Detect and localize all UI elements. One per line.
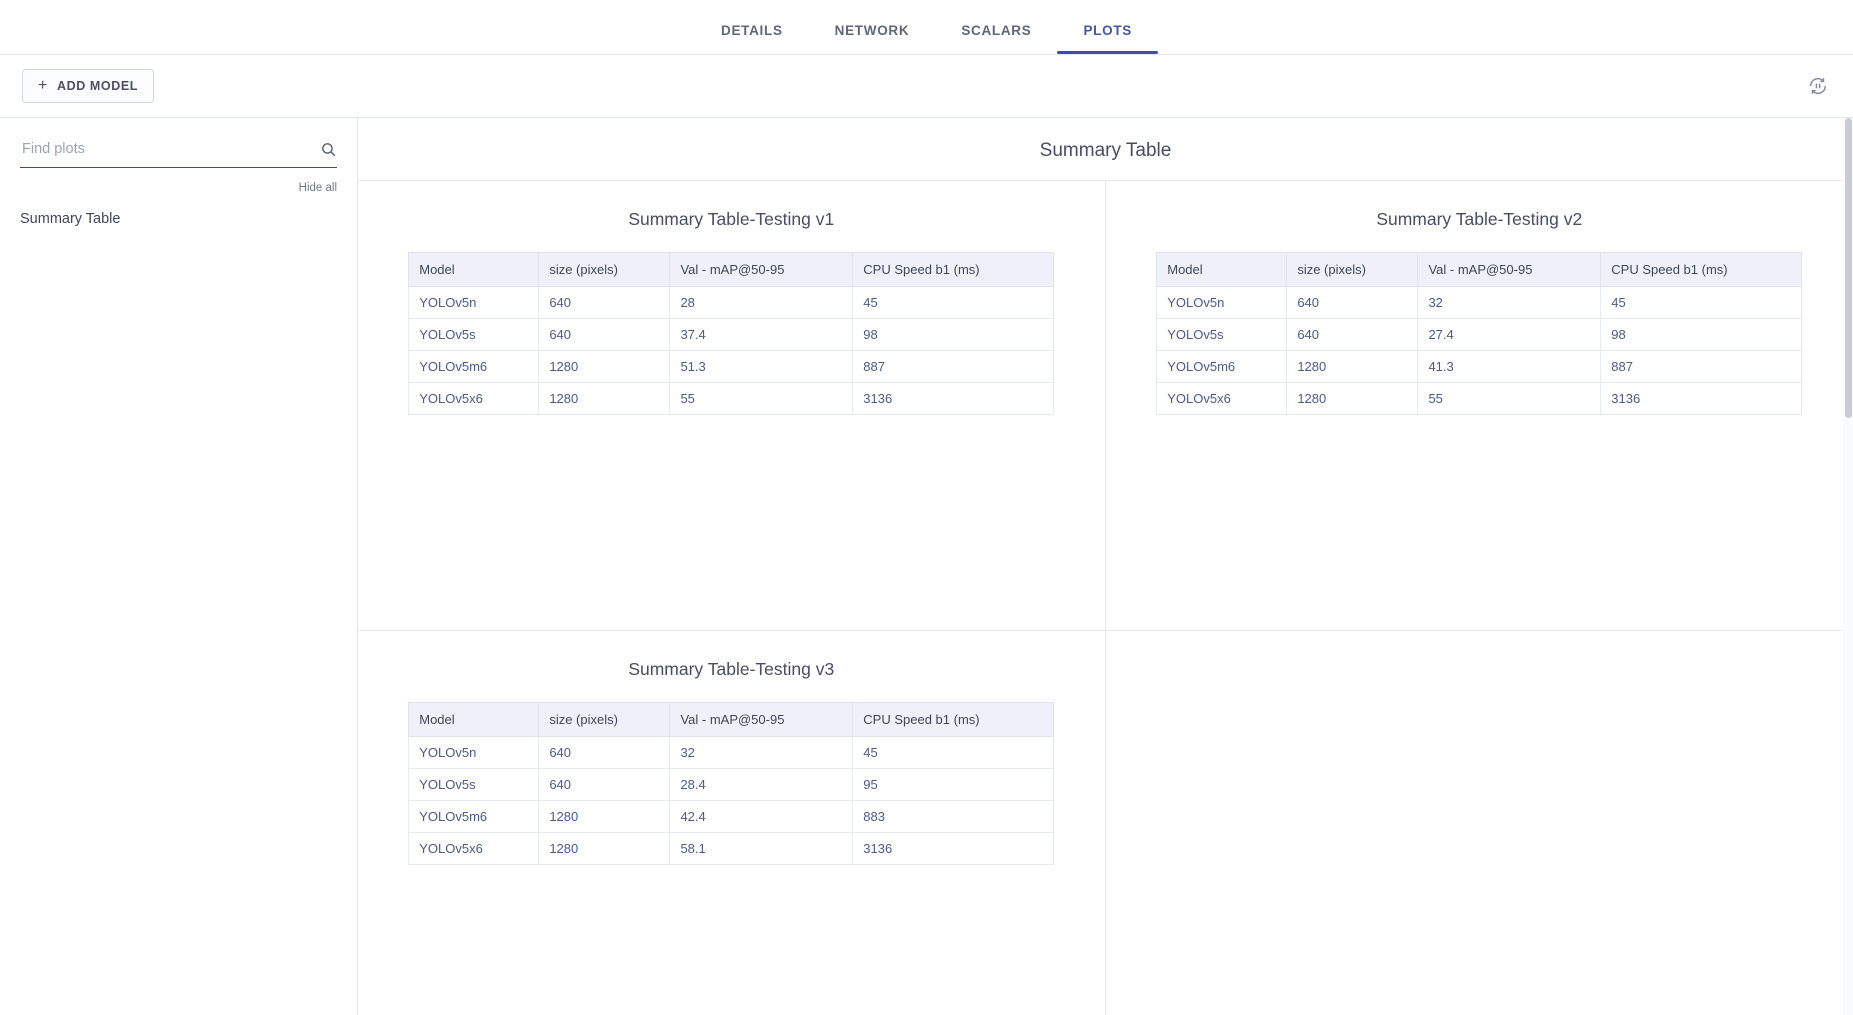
cell-cpu: 45 [1601,287,1802,319]
main-scrollbar[interactable] [1843,118,1853,1015]
cell-size: 640 [539,769,670,801]
cell-cpu: 45 [853,287,1054,319]
table-row [409,383,1054,415]
table-row [1157,319,1802,351]
cell-model: YOLOv5s [1157,319,1287,351]
col-size: size (pixels) [1287,253,1418,287]
col-model: Model [1157,253,1287,287]
table-row [1157,383,1802,415]
search-icon[interactable] [320,141,337,158]
cell-size: 1280 [539,383,670,415]
cell-val: 27.4 [1418,319,1601,351]
col-cpu-speed: CPU Speed b1 (ms) [1601,253,1802,287]
cell-val: 32 [1418,287,1601,319]
cell-size: 1280 [539,801,670,833]
plot-panel-empty [1106,631,1853,1015]
summary-table-v3 [408,702,1054,865]
cell-cpu: 883 [853,801,1054,833]
cell-val: 42.4 [670,801,853,833]
tab-scalars[interactable]: SCALARS [961,23,1032,38]
cell-val: 28 [670,287,853,319]
cell-cpu: 887 [853,351,1054,383]
cell-model: YOLOv5m6 [1157,351,1287,383]
table-header-row [409,253,1054,287]
col-val-map: Val - mAP@50-95 [1418,253,1601,287]
col-val-map: Val - mAP@50-95 [670,703,853,737]
col-val-map: Val - mAP@50-95 [670,253,853,287]
cell-val: 51.3 [670,351,853,383]
col-model: Model [409,703,539,737]
col-size: size (pixels) [539,703,670,737]
cell-cpu: 3136 [1601,383,1802,415]
cell-cpu: 3136 [853,833,1054,865]
iteration-toggle-icon[interactable] [1805,73,1831,99]
cell-val: 55 [670,383,853,415]
plots-grid [358,180,1853,1015]
cell-model: YOLOv5s [409,319,539,351]
table-row [409,351,1054,383]
table-row [409,319,1054,351]
plot-panel-v3 [358,631,1106,1015]
cell-cpu: 98 [1601,319,1802,351]
plots-main [358,118,1853,1015]
cell-size: 1280 [1287,383,1418,415]
cell-val: 55 [1418,383,1601,415]
cell-model: YOLOv5x6 [409,833,539,865]
col-cpu-speed: CPU Speed b1 (ms) [853,703,1054,737]
cell-size: 640 [539,287,670,319]
table-row [1157,351,1802,383]
add-model-label: ADD MODEL [56,79,139,93]
plots-sidebar [0,118,358,1015]
table-row [409,737,1054,769]
cell-cpu: 887 [1601,351,1802,383]
col-model: Model [409,253,539,287]
cell-val: 41.3 [1418,351,1601,383]
cell-val: 28.4 [670,769,853,801]
cell-model: YOLOv5n [409,287,539,319]
cell-model: YOLOv5m6 [409,801,539,833]
cell-cpu: 95 [853,769,1054,801]
plot-title: Summary Table-Testing v3 [628,659,835,679]
toolbar-right [1805,73,1831,99]
cell-val: 37.4 [670,319,853,351]
search-row [20,140,337,168]
cell-size: 1280 [1287,351,1418,383]
cell-size: 640 [539,319,670,351]
cell-size: 1280 [539,833,670,865]
cell-size: 640 [539,737,670,769]
col-size: size (pixels) [539,253,670,287]
col-cpu-speed: CPU Speed b1 (ms) [853,253,1054,287]
search-input[interactable] [20,140,320,158]
cell-model: YOLOv5s [409,769,539,801]
cell-cpu: 3136 [853,383,1054,415]
table-row [409,287,1054,319]
page-body [0,118,1853,1015]
tab-network[interactable]: NETWORK [834,23,910,38]
plot-panel-v2 [1106,181,1853,631]
cell-model: YOLOv5x6 [409,383,539,415]
table-row [409,801,1054,833]
table-row [409,769,1054,801]
add-model-button[interactable] [22,69,154,103]
plot-title: Summary Table-Testing v2 [1376,209,1583,229]
plot-panel-v1 [358,181,1106,631]
hide-all-button[interactable]: Hide all [298,182,337,194]
toolbar [0,54,1853,118]
summary-table-v1 [408,252,1054,415]
summary-table-v2 [1156,252,1802,415]
top-tab-bar [0,0,1853,54]
table-header-row [409,703,1054,737]
cell-size: 640 [1287,319,1418,351]
cell-val: 58.1 [670,833,853,865]
plot-title: Summary Table-Testing v1 [628,209,835,229]
cell-size: 1280 [539,351,670,383]
cell-model: YOLOv5n [409,737,539,769]
page-title: Summary Table [1039,140,1172,161]
cell-val: 32 [670,737,853,769]
table-row [1157,287,1802,319]
table-header-row [1157,253,1802,287]
cell-model: YOLOv5n [1157,287,1287,319]
cell-size: 640 [1287,287,1418,319]
sidebar-item-summary-table[interactable]: Summary Table [20,211,121,227]
cell-model: YOLOv5x6 [1157,383,1287,415]
main-scrollbar-thumb[interactable] [1845,118,1852,418]
table-row [409,833,1054,865]
cell-cpu: 98 [853,319,1054,351]
plus-icon: + [38,77,48,94]
cell-model: YOLOv5m6 [409,351,539,383]
tab-details[interactable]: DETAILS [721,23,783,38]
cell-cpu: 45 [853,737,1054,769]
tab-plots[interactable]: PLOTS [1057,23,1158,54]
